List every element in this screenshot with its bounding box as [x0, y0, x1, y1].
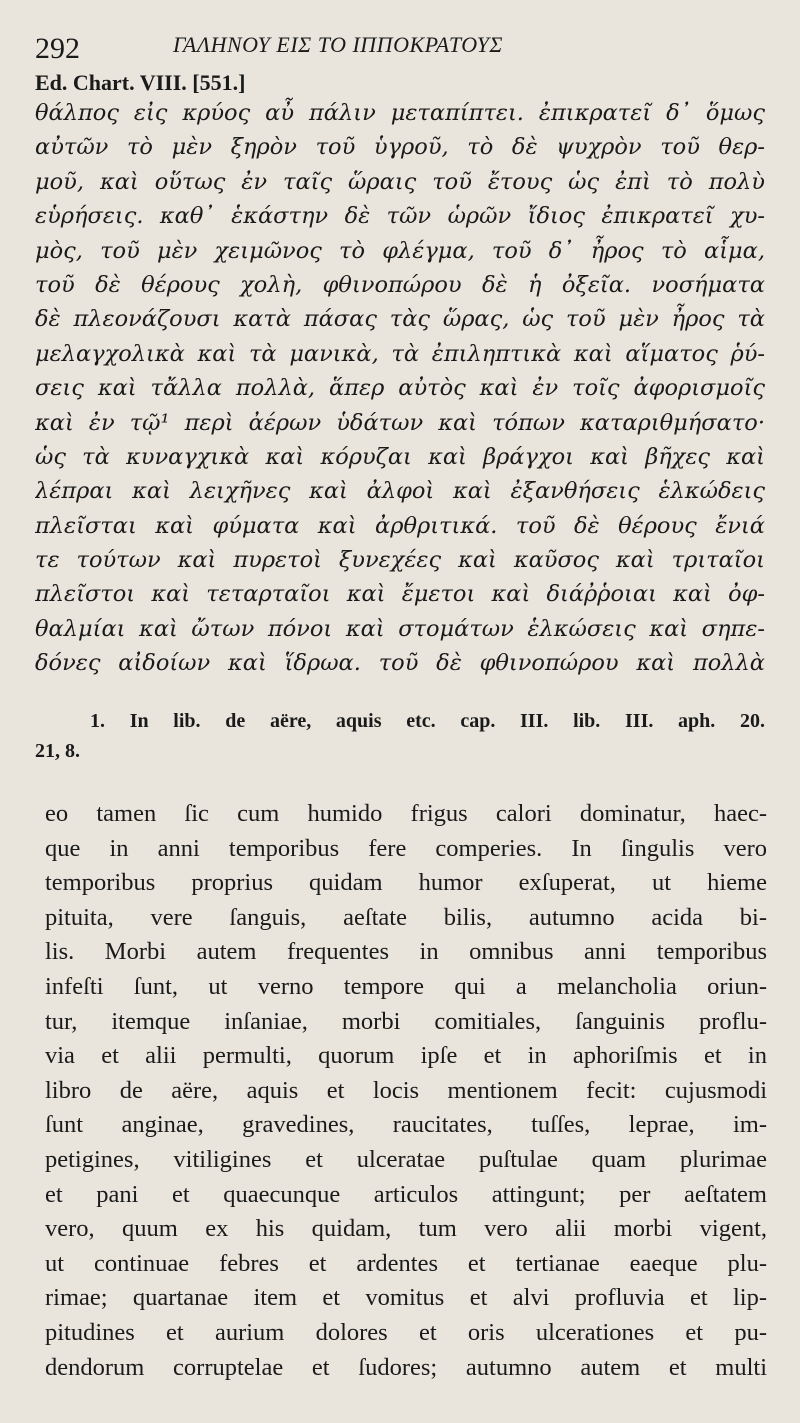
greek-line: εὑρήσεις. καθ᾽ ἑκάστην δὲ τῶν ὡρῶν ἴδιος ἐπικρατεῖ χυ-	[35, 203, 765, 230]
greek-line: θάλπος εἰς κρύος αὖ πάλιν μεταπίπτει. ἐπικρατεῖ δ᾽ ὅμως	[35, 100, 765, 126]
latin-line: dendorum corruptelae et ſudores; autumno autem et multi	[45, 1353, 767, 1381]
running-head	[35, 28, 765, 68]
footnote	[35, 706, 765, 766]
greek-line: μελαγχολικὰ καὶ τὰ μανικὰ, τὰ ἐπιληπτικὰ καὶ αἵματος ῥύ-	[35, 340, 765, 367]
latin-line: tur, itemque inſaniae, morbi comitiales, ſanguinis proflu-	[45, 1007, 767, 1035]
latin-line: pitudines et aurium dolores et oris ulcerationes et pu-	[45, 1318, 767, 1346]
greek-line: τε τούτων καὶ πυρετοὶ ξυνεχέες καὶ καῦσος καὶ τριταῖοι	[35, 547, 765, 574]
latin-line: via et alii permulti, quorum ipſe et in aphoriſmis et in	[45, 1042, 767, 1070]
latin-line: et pani et quaecunque articulos attingunt; per aeſtatem	[45, 1180, 767, 1208]
latin-line: libro de aëre, aquis et locis mentionem fecit: cujusmodi	[45, 1076, 767, 1104]
greek-line: λέπραι καὶ λειχῆνες καὶ ἀλφοὶ καὶ ἐξανθήσεις ἑλκώδεις	[35, 478, 765, 505]
greek-line: πλεῖστοι καὶ τεταρταῖοι καὶ ἔμετοι καὶ διάῤῥοιαι καὶ ὀφ-	[35, 581, 765, 608]
footnote-line: 21, 8.	[35, 740, 80, 762]
greek-line: σεις καὶ τἄλλα πολλὰ, ἅπερ αὐτὸς καὶ ἐν τοῖς ἀφορισμοῖς	[35, 375, 765, 402]
greek-line: καὶ ἐν τῷ¹ περὶ ἀέρων ὑδάτων καὶ τόπων καταριθμήσατο·	[35, 409, 765, 436]
greek-line: θαλμίαι καὶ ὤτων πόνοι καὶ στομάτων ἑλκώσεις καὶ σηπε-	[35, 615, 765, 642]
page-number: 292	[35, 32, 80, 65]
edition-reference: Ed. Chart. VIII. [551.]	[35, 70, 246, 95]
latin-line: petigines, vitiligines et ulceratae puſtulae quam plurimae	[45, 1145, 767, 1173]
latin-line: ſunt anginae, gravedines, raucitates, tuſſes, leprae, im-	[45, 1111, 767, 1139]
greek-line: μὸς, τοῦ μὲν χειμῶνος τὸ φλέγμα, τοῦ δ᾽ ἦρος τὸ αἷμα,	[35, 237, 765, 264]
latin-line: temporibus proprius quidam humor exſuperat, ut hieme	[45, 869, 767, 897]
latin-line: lis. Morbi autem frequentes in omnibus anni temporibus	[45, 938, 767, 966]
latin-line: infeſti ſunt, ut verno tempore qui a melancholia oriun-	[45, 972, 767, 1000]
greek-line: μοῦ, καὶ οὕτως ἐν ταῖς ὥραις τοῦ ἔτους ὡς ἐπὶ τὸ πολὺ	[35, 168, 765, 195]
greek-line: τοῦ δὲ θέρους χολὴ, φθινοπώρου δὲ ἡ ὀξεῖα. νοσήματα	[35, 271, 765, 298]
greek-line: ὡς τὰ κυναγχικὰ καὶ κόρυζαι καὶ βράγχοι καὶ βῆχες καὶ	[35, 443, 765, 470]
greek-line: δὲ πλεονάζουσι κατὰ πάσας τὰς ὥρας, ὡς τοῦ μὲν ἦρος τὰ	[35, 306, 765, 333]
footnote-line: 1. In lib. de aëre, aquis etc. cap. III. lib. III. aph. 20.	[90, 710, 765, 732]
greek-text-block	[35, 96, 765, 681]
greek-line: δόνες αἰδοίων καὶ ἵδρωα. τοῦ δὲ φθινοπώρου καὶ πολλὰ	[35, 650, 765, 677]
latin-line: vero, quum ex his quidam, tum vero alii morbi vigent,	[45, 1215, 767, 1243]
greek-line: πλεῖσται καὶ φύματα καὶ ἀρθριτικά. τοῦ δὲ θέρους ἔνιά	[35, 512, 765, 539]
latin-line: que in anni temporibus fere comperies. In ſingulis vero	[45, 834, 767, 862]
latin-line: rimae; quartanae item et vomitus et alvi profluvia et lip-	[45, 1284, 767, 1312]
latin-line: pituita, vere ſanguis, aeſtate bilis, autumno acida bi-	[45, 903, 767, 931]
running-title: ΓΑΛΗΝΟΥ ΕΙΣ ΤΟ ΙΠΠΟΚΡΑΤΟΥΣ	[173, 32, 504, 57]
latin-line: ut continuae febres et ardentes et tertianae eaeque plu-	[45, 1249, 767, 1277]
latin-line: eo tamen ſic cum humido frigus calori dominatur, haec-	[45, 800, 767, 827]
greek-line: αὐτῶν τὸ μὲν ξηρὸν τοῦ ὑγροῦ, τὸ δὲ ψυχρὸν τοῦ θερ-	[35, 134, 765, 161]
latin-text-block	[45, 797, 767, 1385]
